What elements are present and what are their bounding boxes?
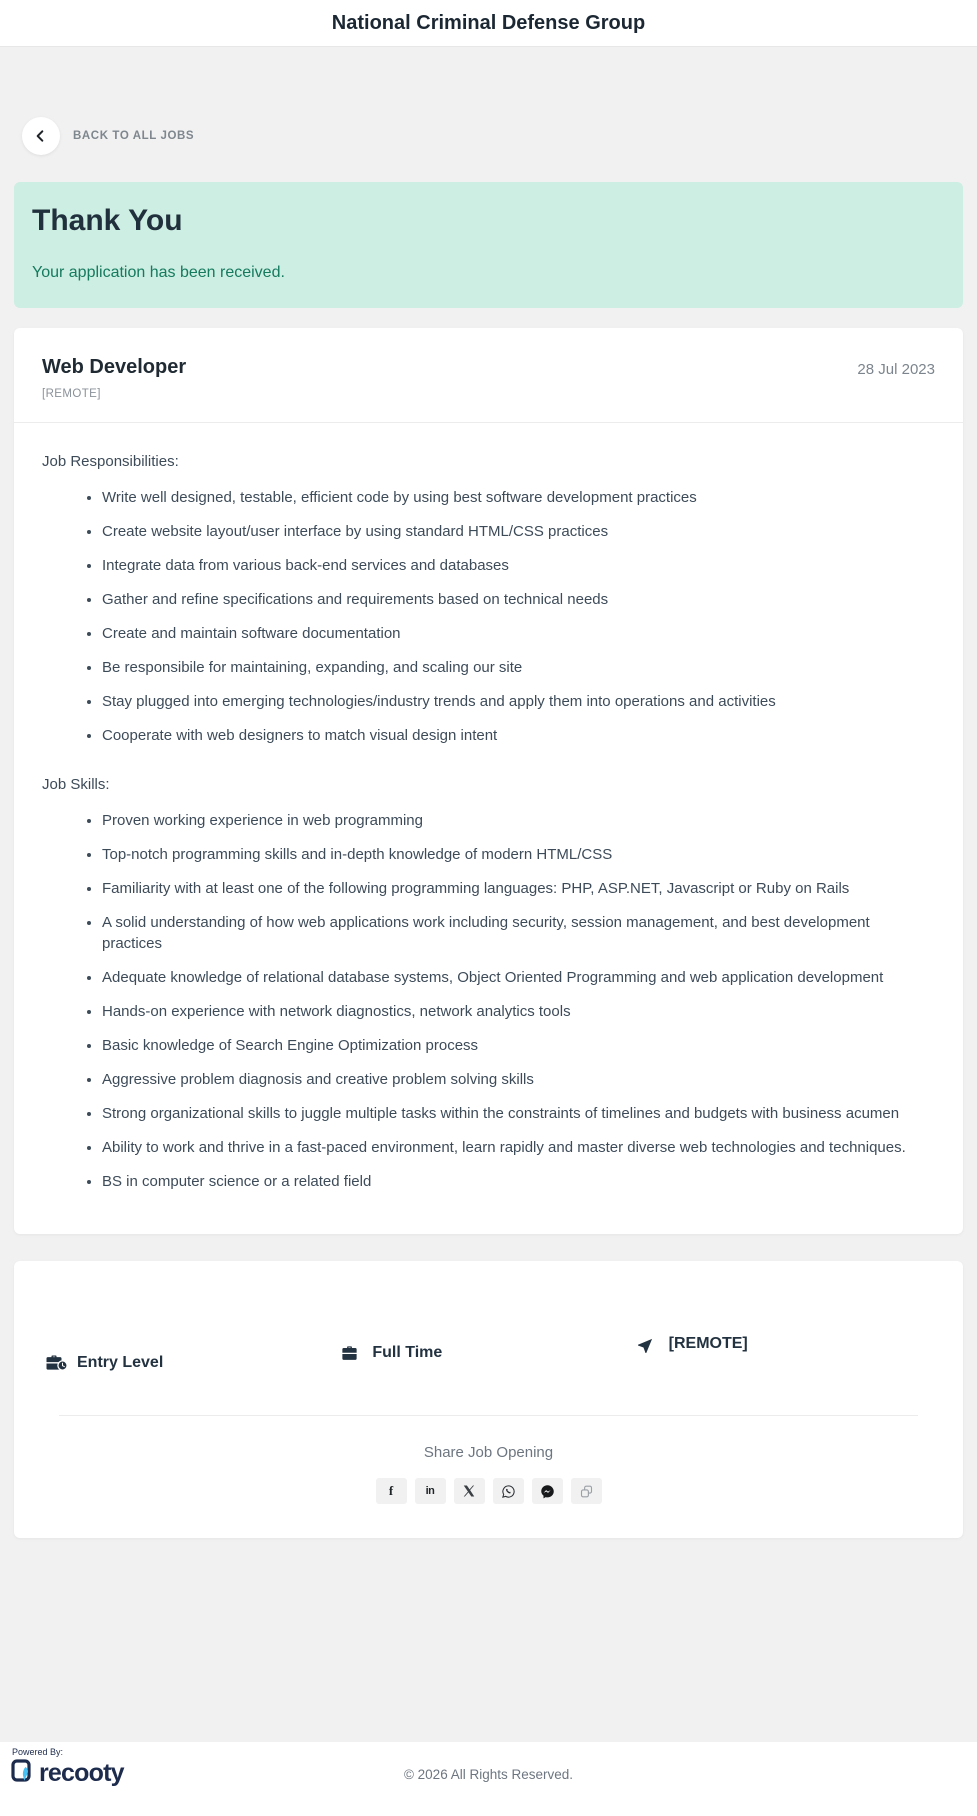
list-item: • BS in computer science or a related field [102,1171,935,1192]
responsibilities-heading: Job Responsibilities: [42,453,179,470]
share-messenger-button[interactable] [532,1478,563,1504]
job-location [637,1315,933,1373]
list-item: • Hands-on experience with network diagnostics, network analytics tools [102,1001,935,1022]
x-icon [462,1484,476,1498]
list-item: • Integrate data from various back-end services and databases [102,555,935,576]
list-item: • Create and maintain software documentation [102,623,935,644]
job-title: Web Developer [42,356,187,378]
linkedin-icon: in [425,1485,435,1497]
messenger-icon [540,1484,555,1499]
banner-message: Your application has been received. [32,264,285,281]
job-location-tag: [REMOTE] [42,388,101,400]
list-item: • Strong organizational skills to juggle multiple tasks within the constraints of timelines and budgets with business acumen [102,1103,935,1124]
chevron-left-icon [33,128,49,144]
list-item: • A solid understanding of how web applications work including security, session management, and best development practices [102,912,935,954]
list-item: • Proven working experience in web programming [102,810,935,831]
share-copy-button[interactable] [571,1478,602,1504]
job-card [14,328,963,1234]
list-item: • Gather and refine specifications and requirements based on technical needs [102,589,935,610]
share-buttons [44,1478,933,1504]
job-details-row [44,1307,933,1373]
job-meta-card [14,1261,963,1538]
list-item: • Top-notch programming skills and in-depth knowledge of modern HTML/CSS [102,844,935,865]
job-header [14,328,963,423]
recooty-brand-name: recooty [39,1758,124,1787]
skills-list [42,810,935,1192]
powered-by-label: Powered By: [12,1747,64,1757]
list-item: • Aggressive problem diagnosis and creative problem solving skills [102,1069,935,1090]
skills-heading: Job Skills: [42,776,110,793]
list-item: • Familiarity with at least one of the following programming languages: PHP, ASP.NET, Javascript or Ruby on Rails [102,878,935,899]
job-description [14,423,963,1234]
employment-type [340,1333,636,1373]
copy-icon [579,1484,594,1499]
success-banner [14,182,963,308]
back-button[interactable] [22,117,60,155]
list-item: • Basic knowledge of Search Engine Optimization process [102,1035,935,1056]
whatsapp-icon [501,1484,516,1499]
experience-level-label: Entry Level [77,1354,164,1371]
main-content [0,117,977,1538]
share-whatsapp-button[interactable] [493,1478,524,1504]
list-item: • Cooperate with web designers to match visual design intent [102,725,935,746]
list-item: • Ability to work and thrive in a fast-paced environment, learn rapidly and master diverse web technologies and techniques. [102,1137,935,1158]
briefcase-icon [340,1344,359,1363]
meta-divider [59,1415,918,1416]
navigation-arrow-icon [637,1335,656,1354]
facebook-icon: f [388,1483,394,1498]
list-item: • Create website layout/user interface by using standard HTML/CSS practices [102,521,935,542]
share-linkedin-button[interactable] [415,1478,446,1504]
share-x-button[interactable] [454,1478,485,1504]
footer [0,1742,977,1816]
copyright-text: © 2026 All Rights Reserved. [403,1767,574,1782]
list-item: • Adequate knowledge of relational database systems, Object Oriented Programming and web application development [102,967,935,988]
list-item: • Stay plugged into emerging technologies/industry trends and apply them into operations and activities [102,691,935,712]
experience-level [44,1353,340,1373]
list-item: • Be responsibile for maintaining, expanding, and scaling our site [102,657,935,678]
briefcase-clock-icon [44,1353,64,1373]
company-title: National Criminal Defense Group [331,11,646,34]
responsibilities-list [42,487,935,746]
back-label[interactable]: BACK TO ALL JOBS [73,130,195,142]
job-title-block [42,356,186,400]
top-bar [0,0,977,47]
employment-type-label: Full Time [372,1344,443,1361]
share-facebook-button[interactable] [376,1478,407,1504]
back-to-jobs-link[interactable] [22,117,963,155]
job-location-label: [REMOTE] [668,1335,748,1352]
job-posted-date: 28 Jul 2023 [857,361,935,378]
list-item: • Write well designed, testable, efficient code by using best software development practices [102,487,935,508]
share-title: Share Job Opening [423,1444,554,1461]
banner-title: Thank You [32,204,183,237]
